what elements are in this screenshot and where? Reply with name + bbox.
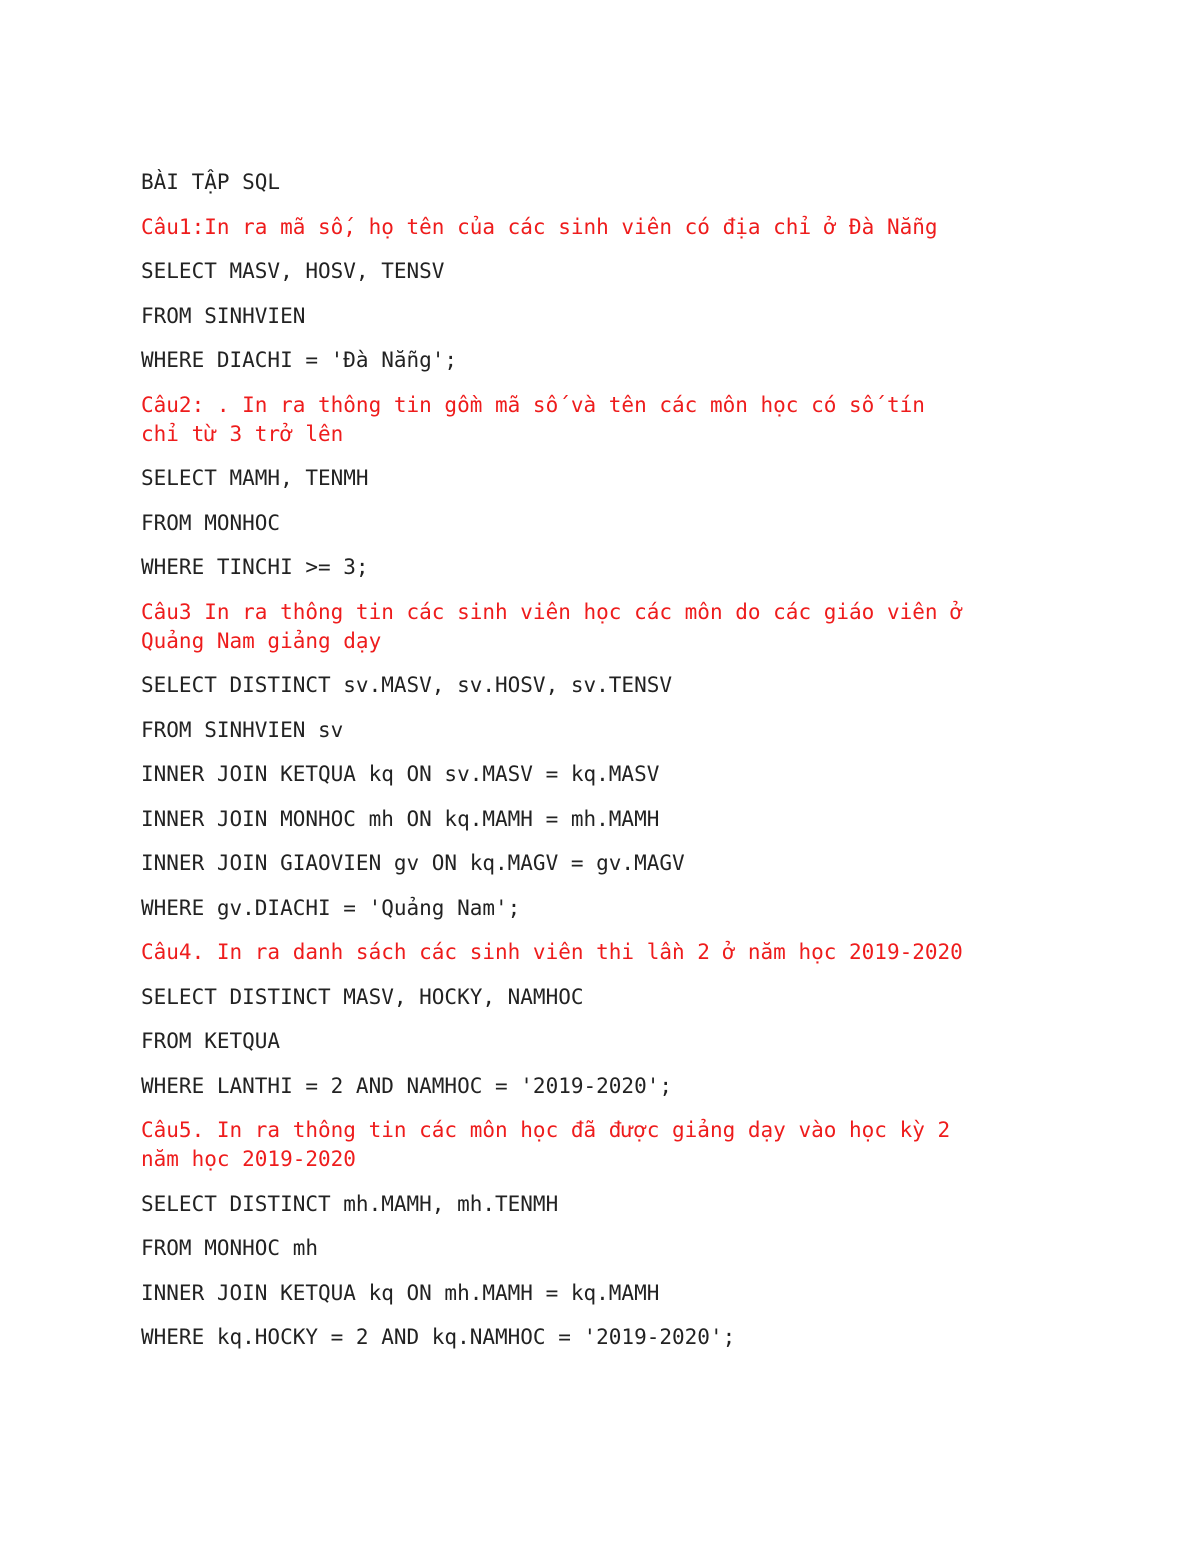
- sql-line: FROM SINHVIEN: [141, 303, 306, 328]
- question-5-prompt-line: Câu5. In ra thông tin các môn học đã được giảng dạy vào học kỳ 2: [141, 1118, 951, 1142]
- document-page: [141, 168, 1081, 1368]
- sql-line: WHERE gv.DIACHI = 'Quảng Nam';: [141, 895, 521, 920]
- question-1-prompt: [141, 213, 1081, 242]
- question-5-prompt-line: năm học 2019-2020: [141, 1147, 356, 1171]
- sql-line: SELECT DISTINCT MASV, HOCKY, NAMHOC: [141, 984, 584, 1009]
- sql-line: INNER JOIN MONHOC mh ON kq.MAMH = mh.MAMH: [141, 806, 660, 831]
- sql-line: SELECT MAMH, TENMH: [141, 466, 369, 490]
- sql-line: WHERE kq.HOCKY = 2 AND kq.NAMHOC = '2019-2020';: [141, 1325, 736, 1349]
- sql-line: FROM KETQUA: [141, 1029, 281, 1053]
- sql-line: WHERE DIACHI = 'Đà Nẵng';: [141, 348, 458, 372]
- question-5-prompt: [141, 1116, 1081, 1174]
- sql-line: WHERE TINCHI >= 3;: [141, 555, 369, 579]
- sql-line: FROM MONHOC: [141, 510, 281, 535]
- question-4-prompt: [141, 938, 1081, 967]
- sql-line: INNER JOIN GIAOVIEN gv ON kq.MAGV = gv.MAGV: [141, 851, 685, 875]
- question-3-prompt: [141, 598, 1081, 656]
- question-2-prompt-line: Câu2: . In ra thông tin gồm mã số và tên các môn học có số tín: [141, 392, 925, 417]
- sql-line: FROM MONHOC mh: [141, 1236, 319, 1260]
- sql-line: INNER JOIN KETQUA kq ON mh.MAMH = kq.MAMH: [141, 1280, 660, 1305]
- question-3-prompt-line: Câu3 In ra thông tin các sinh viên học các môn do các giáo viên ở: [141, 599, 963, 624]
- sql-line: FROM SINHVIEN sv: [141, 717, 344, 742]
- question-2-prompt: [141, 391, 1081, 449]
- question-2-prompt-line: chỉ từ 3 trở lên: [141, 421, 344, 446]
- sql-line: SELECT DISTINCT mh.MAMH, mh.TENMH: [141, 1191, 559, 1216]
- sql-line: SELECT DISTINCT sv.MASV, sv.HOSV, sv.TENSV: [141, 673, 673, 697]
- sql-line: WHERE LANTHI = 2 AND NAMHOC = '2019-2020';: [141, 1073, 673, 1098]
- question-3-prompt-line: Quảng Nam giảng dạy: [141, 628, 382, 653]
- question-4-prompt-line: Câu4. In ra danh sách các sinh viên thi lần 2 ở năm học 2019-2020: [141, 940, 963, 964]
- sql-line: SELECT MASV, HOSV, TENSV: [141, 259, 445, 283]
- question-1-prompt-line: Câu1:In ra mã số, họ tên của các sinh viên có địa chỉ ở Đà Nẵng: [141, 214, 938, 239]
- document-title: BÀI TẬP SQL: [141, 170, 281, 194]
- sql-line: INNER JOIN KETQUA kq ON sv.MASV = kq.MASV: [141, 762, 660, 786]
